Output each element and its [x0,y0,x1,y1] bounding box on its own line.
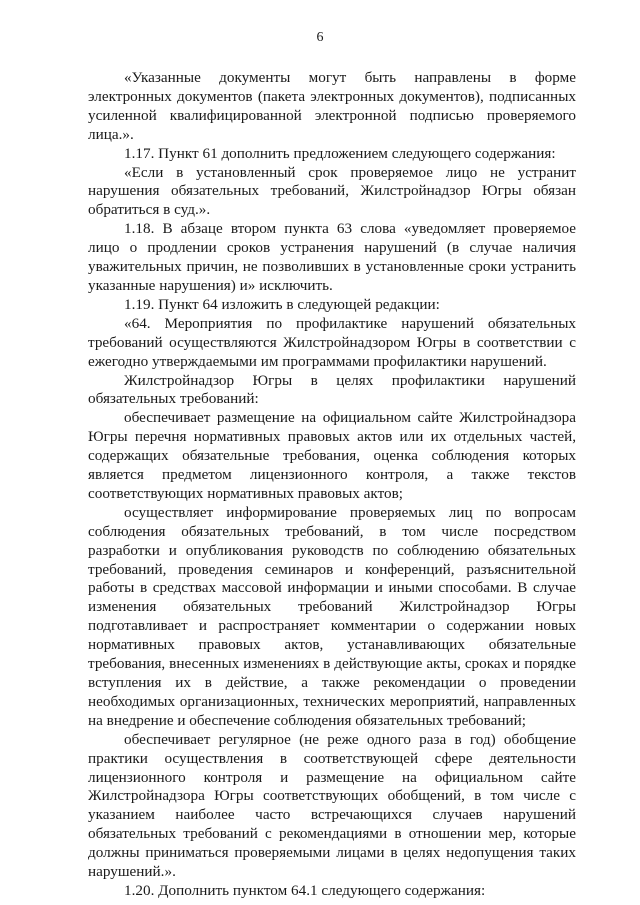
paragraph-informing: осуществляет информирование проверяемых лиц по вопросам соблюдения обязательных требований, в том числе посредством разработки и опубликования руководств по соблюдению обязательных требований, проведения семинаров и конференций, разъяснительной работы в средствах массовой информации и иными способами. В случае изменения обязательных требований Жилстройнадзор Югры подготавливает и распространяет комментарии о содержании новых нормативных правовых актов, устанавливающих обязательные требования, внесенных изменениях в действующие акты, сроках и порядке вступления их в действие, а также рекомендации о проведении необходимых организационных, технических мероприятий, направленных на внедрение и обеспечение соблюдения обязательных требований; [88,503,576,729]
document-body [88,69,576,901]
paragraph-publishing-acts: обеспечивает размещение на официальном сайте Жилстройнадзора Югры перечня нормативных правовых актов или их отдельных частей, содержащих обязательные требования, оценка соблюдения которых является предметом лицензионного контроля, а также текстов соответствующих нормативных правовых актов; [88,409,576,502]
paragraph-generalization: обеспечивает регулярное (не реже одного раза в год) обобщение практики осуществления в соответствующей сфере деятельности лицензионного контроля и размещение на официальном сайте Жилстройнадзора Югры соответствующих обобщений, в том числе с указанием наиболее часто встречающихся случаев нарушений обязательных требований с рекомендациями в отношении мер, которые должны приниматься проверяемыми лицами в целях недопущения таких нарушений.». [88,730,576,881]
paragraph-documents-form: «Указанные документы могут быть направлены в форме электронных документов (пакета электронных документов), подписанных усиленной квалифицированной электронной подписью проверяемого лица.». [88,69,576,143]
paragraph-item-1-19: 1.19. Пункт 64 изложить в следующей редакции: [124,295,440,313]
paragraph-item-1-18: 1.18. В абзаце втором пункта 63 слова «уведомляет проверяемое лицо о продлении сроков устранения нарушений (в случае наличия уважительных причин, не позволивших в установленные сроки устранить указанные нарушения) и» исключить. [88,220,576,294]
paragraph-court-appeal: «Если в установленный срок проверяемое лицо не устранит нарушения обязательных требований, Жилстройнадзор Югры обязан обратиться в суд.». [88,163,576,219]
paragraph-prevention-intro: Жилстройнадзор Югры в целях профилактики нарушений обязательных требований: [88,371,576,408]
paragraph-item-1-17: 1.17. Пункт 61 дополнить предложением следующего содержания: [124,144,556,162]
page-number: 6 [316,30,324,45]
paragraph-item-1-20: 1.20. Дополнить пунктом 64.1 следующего содержания: [124,881,486,899]
paragraph-item-64: «64. Мероприятия по профилактике нарушений обязательных требований осуществляются Жилстройнадзором Югры в соответствии с ежегодно утверждаемыми им программами профилактики нарушений. [88,314,576,370]
